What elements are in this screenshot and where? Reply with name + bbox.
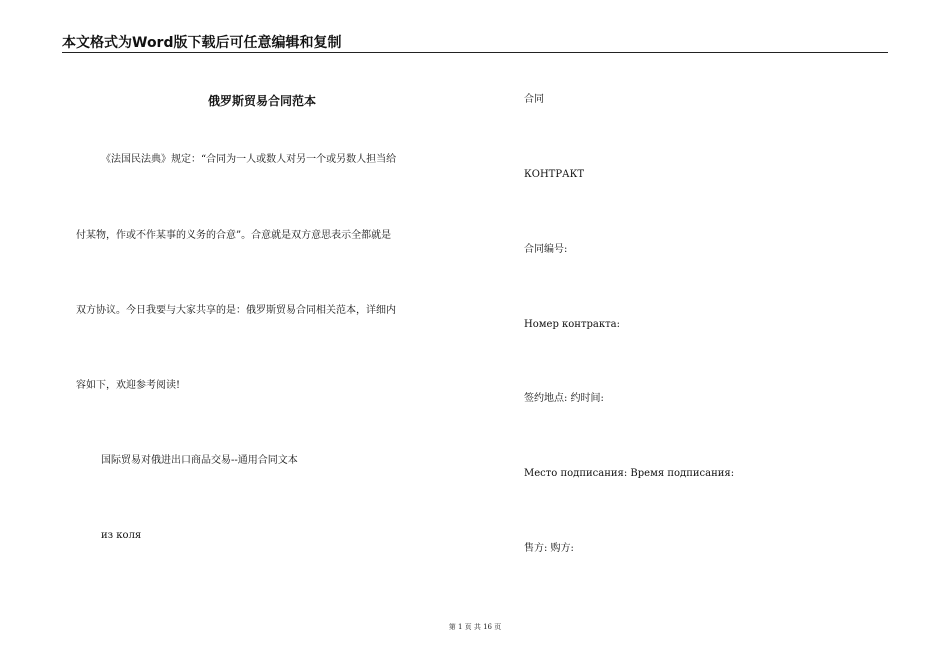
paragraph-line: 付某物，作或不作某事的义务的合意”。合意就是双方意思表示全都就是 (76, 230, 392, 241)
page-number: 第 1 页 共 16 页 (448, 623, 502, 631)
contract-line: 签约地点: 约时间: (524, 393, 604, 404)
contract-line: КОНТРАКТ (524, 169, 585, 180)
paragraph-line: 双方协议。今日我要与大家共享的是：俄罗斯贸易合同相关范本，详细内 (76, 305, 396, 316)
paragraph-line: из коля (101, 530, 142, 541)
contract-line: 合同编号: (524, 244, 568, 255)
paragraph-line: 国际贸易对俄进出口商品交易--通用合同文本 (101, 455, 298, 466)
paragraph-line: 容如下，欢迎参考阅读! (76, 380, 181, 391)
document-title: 俄罗斯贸易合同范本 (207, 94, 316, 108)
contract-line: 售方: 购方: (524, 543, 574, 554)
contract-line: 合同 (524, 94, 544, 105)
contract-line: Место подписания: Время подписания: (524, 468, 735, 479)
paragraph-line: 《法国民法典》规定：“合同为一人或数人对另一个或另数人担当给 (101, 154, 397, 165)
header-text: 本文格式为Word版下载后可任意编辑和复制 (62, 35, 342, 51)
page-header (62, 34, 888, 53)
contract-line: Номер контракта: (524, 319, 620, 330)
